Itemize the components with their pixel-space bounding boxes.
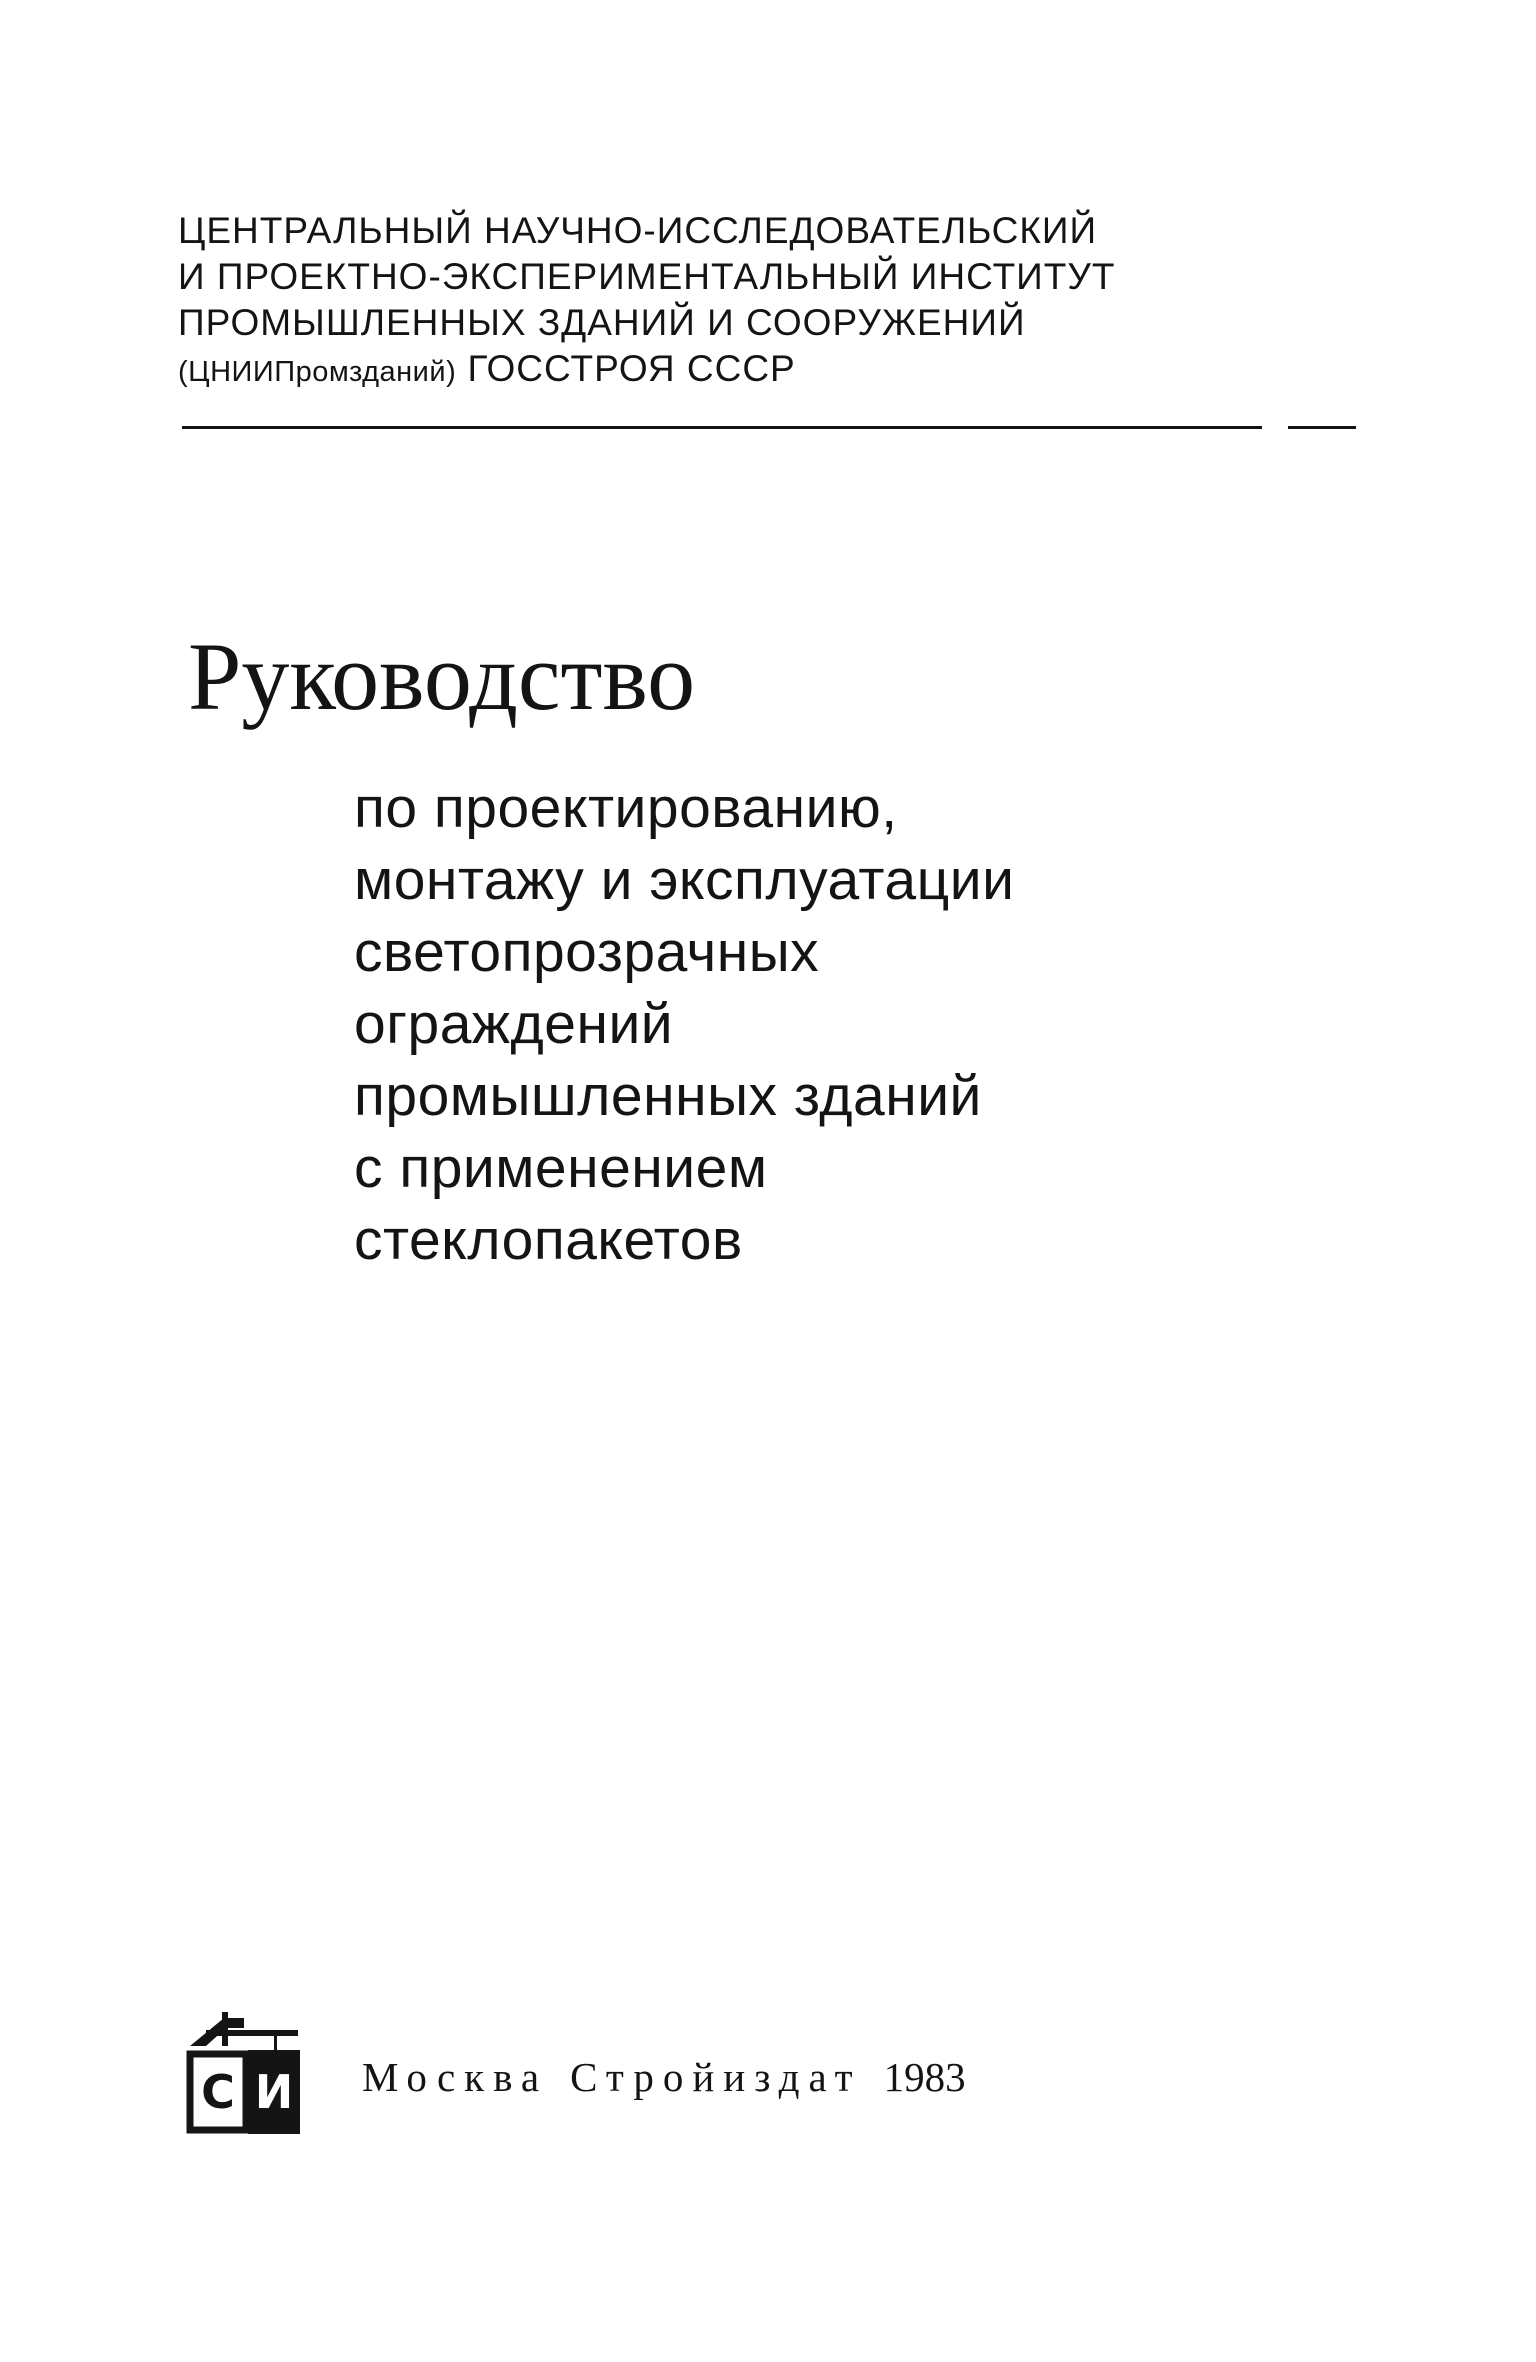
publisher-city: Москва [362, 2054, 549, 2100]
header-divider-long [182, 426, 1262, 429]
subtitle-line-2: монтажу и эксплуатации [354, 848, 1015, 912]
subtitle-line-3: светопрозрачных [354, 920, 820, 984]
subtitle-line-7: стеклопакетов [354, 1208, 743, 1272]
institution-affiliation: ГОССТРОЯ СССР [456, 348, 796, 389]
subtitle-line-6: с применением [354, 1136, 768, 1200]
logo-letter-c: С [201, 2065, 235, 2119]
subtitle-line-1: по проектированию, [354, 776, 898, 840]
document-subtitle [354, 772, 1454, 1276]
institution-line-2: И ПРОЕКТНО-ЭКСПЕРИМЕНТАЛЬНЫЙ ИНСТИТУТ [178, 256, 1116, 297]
subtitle-line-4: ограждений [354, 992, 674, 1056]
institution-abbreviation: (ЦНИИПромзданий) [178, 356, 457, 388]
publisher-imprint [362, 2052, 966, 2102]
institution-line-1: ЦЕНТРАЛЬНЫЙ НАУЧНО-ИССЛЕДОВАТЕЛЬСКИЙ [178, 210, 1098, 251]
institution-header [178, 208, 1378, 395]
logo-letter-i: И [254, 2065, 294, 2119]
publisher-logo [178, 2006, 308, 2136]
document-title: Руководство [188, 623, 696, 730]
institution-line-3: ПРОМЫШЛЕННЫХ ЗДАНИЙ И СООРУЖЕНИЙ [178, 302, 1026, 343]
institution-line-4 [178, 346, 1378, 395]
header-divider-short [1288, 426, 1356, 429]
publication-year: 1983 [883, 2054, 966, 2100]
subtitle-line-5: промышленных зданий [354, 1064, 982, 1128]
publisher-name: Стройиздат [570, 2054, 862, 2100]
